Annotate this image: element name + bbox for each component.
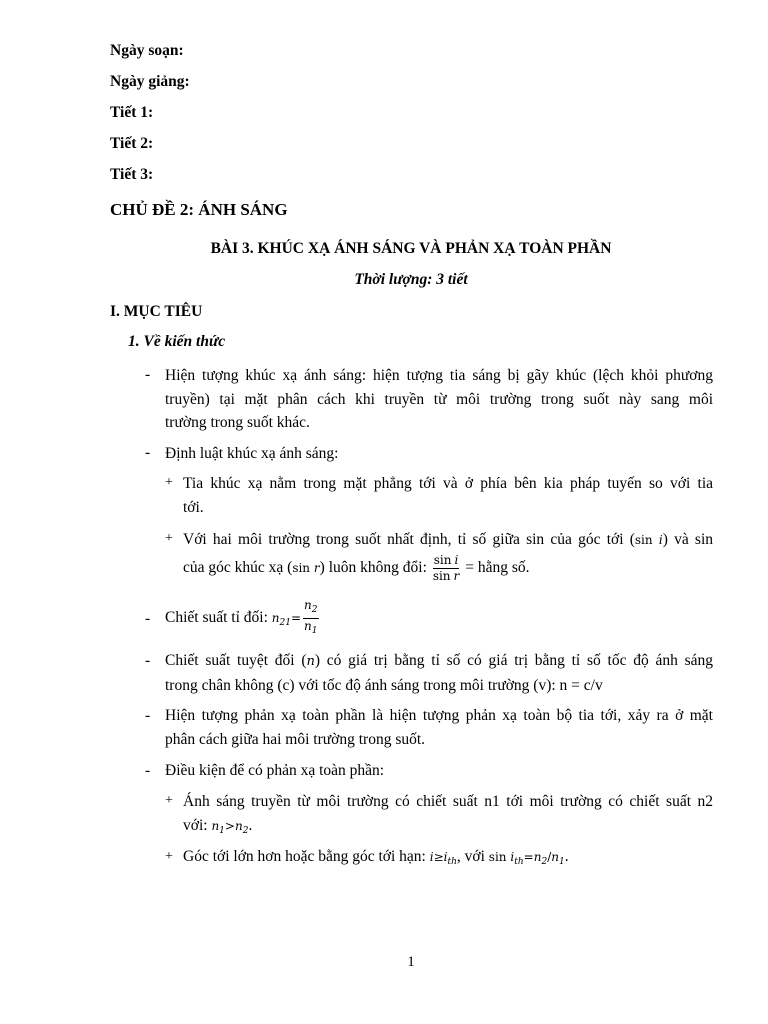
math-n: n bbox=[304, 598, 312, 612]
math-subscript: 2 bbox=[242, 825, 249, 836]
text-fragment: = hằng số. bbox=[461, 559, 530, 577]
math-slash: / bbox=[547, 850, 552, 864]
fraction-sin-i-over-sin-r bbox=[433, 553, 460, 584]
bullet-chiet-suat-tuyet-doi bbox=[165, 649, 713, 697]
text-line: phân cách giữa hai môi trường trong suốt. bbox=[165, 730, 426, 748]
math-subscript: th bbox=[447, 857, 457, 867]
text-fragment: ) luôn không đổi: bbox=[319, 559, 431, 577]
math-n: n bbox=[271, 611, 280, 626]
text-line: tới. bbox=[183, 498, 204, 516]
math-equals: = bbox=[290, 611, 302, 626]
tiet-3-label: Tiết 3: bbox=[110, 166, 154, 183]
text-period: . bbox=[564, 848, 569, 865]
sub-bullet-ti-so-sin-line1 bbox=[183, 528, 713, 552]
math-sin: sin bbox=[488, 850, 507, 864]
text-fragment: , với bbox=[456, 848, 489, 865]
math-subscript: 2 bbox=[311, 605, 318, 615]
math-sin: sin bbox=[634, 533, 653, 547]
text-line bbox=[183, 814, 713, 844]
bullet-khuc-xa-definition bbox=[165, 364, 713, 435]
text-line: trong chân không (c) với tốc độ ánh sáng trong môi trường (v): n = c/v bbox=[165, 676, 603, 694]
math-geq: ≥ bbox=[433, 850, 444, 864]
math-sin: sin bbox=[292, 561, 311, 576]
math-subscript: 1 bbox=[558, 857, 565, 867]
text-fragment: Chiết suất tuyệt đối ( bbox=[165, 652, 307, 669]
tiet-1-label: Tiết 1: bbox=[110, 104, 154, 121]
text-line: truyền) tại mặt phân cách khi truyền từ môi trường trong suốt này sang môi bbox=[165, 390, 713, 408]
math-n: n bbox=[211, 818, 220, 833]
subsection-heading-kien-thuc: 1. Về kiến thức bbox=[128, 333, 226, 350]
lesson-title: BÀI 3. KHÚC XẠ ÁNH SÁNG VÀ PHẢN XẠ TOÀN PHẦN bbox=[210, 240, 612, 257]
ngay-soan-label: Ngày soạn: bbox=[110, 42, 184, 59]
bullet-plus: + bbox=[165, 849, 173, 864]
sub-bullet-tia-khuc-xa bbox=[183, 472, 713, 519]
math-n: n bbox=[533, 850, 542, 864]
math-i: i bbox=[510, 850, 515, 864]
text-period: . bbox=[248, 816, 253, 834]
math-subscript: 1 bbox=[219, 825, 225, 836]
bullet-dash: - bbox=[145, 366, 151, 383]
chu-de-heading: CHỦ ĐỀ 2: ÁNH SÁNG bbox=[110, 200, 288, 219]
sub-bullet-goc-toi-han bbox=[183, 845, 569, 874]
math-n: n bbox=[304, 619, 312, 633]
page-number: 1 bbox=[407, 954, 415, 970]
bullet-dinh-luat: Định luật khúc xạ ánh sáng: bbox=[165, 445, 339, 462]
sub-bullet-ti-so-sin-line2 bbox=[183, 553, 530, 584]
math-greater-than: > bbox=[224, 818, 235, 833]
text-line: Ánh sáng truyền từ môi trường có chiết suất n1 tới môi trường có chiết suất n2 bbox=[183, 793, 713, 810]
math-equals: = bbox=[523, 850, 534, 864]
bullet-chiet-suat-ti-doi bbox=[165, 598, 321, 643]
bullet-dash: - bbox=[145, 762, 151, 779]
text-line bbox=[165, 649, 713, 674]
text-fragment: ) và sin bbox=[662, 531, 713, 548]
math-r: r bbox=[313, 561, 320, 576]
math-subscript: 1 bbox=[311, 626, 318, 636]
sub-bullet-chiet-suat-n1-n2 bbox=[183, 790, 713, 843]
bullet-plus: + bbox=[165, 793, 173, 808]
tiet-2-label: Tiết 2: bbox=[110, 135, 154, 152]
duration-text: Thời lượng: 3 tiết bbox=[354, 271, 468, 288]
bullet-dash: - bbox=[145, 444, 151, 461]
text-fragment: Chiết suất tỉ đối: bbox=[165, 609, 272, 627]
fraction-n2-over-n1 bbox=[303, 598, 318, 639]
math-sin: sin bbox=[433, 553, 452, 567]
math-r: r bbox=[453, 569, 460, 583]
text-fragment: của góc khúc xạ ( bbox=[183, 559, 293, 577]
bullet-dash: - bbox=[145, 610, 151, 627]
math-n: n bbox=[306, 654, 315, 669]
bullet-dash: - bbox=[145, 707, 151, 724]
bullet-dieu-kien: Điều kiện để có phản xạ toàn phần: bbox=[165, 762, 385, 779]
bullet-plus: + bbox=[165, 531, 173, 546]
text-line: Hiện tượng phản xạ toàn phần là hiện tượng phản xạ toàn bộ tia tới, xảy ra ở mặt bbox=[165, 707, 713, 724]
text-line: Hiện tượng khúc xạ ánh sáng: hiện tượng tia sáng bị gãy khúc (lệch khỏi phương bbox=[165, 367, 713, 384]
text-fragment: Với hai môi trường trong suốt nhất định, tỉ số giữa sin của góc tới ( bbox=[183, 531, 635, 548]
math-subscript: 21 bbox=[279, 618, 291, 629]
math-n: n bbox=[551, 850, 559, 864]
ngay-giang-label: Ngày giảng: bbox=[110, 73, 190, 90]
bullet-plus: + bbox=[165, 475, 173, 490]
math-sin: sin bbox=[432, 569, 451, 583]
math-n: n bbox=[234, 818, 243, 833]
bullet-phan-xa-toan-phan bbox=[165, 704, 713, 751]
text-fragment: ) có giá trị bằng tỉ số có giá trị bằng tỉ số tốc độ ánh sáng bbox=[314, 652, 713, 669]
bullet-dash: - bbox=[145, 652, 151, 669]
text-line: Tia khúc xạ nằm trong mặt phẳng tới và ở phía bên kia pháp tuyến so với tia bbox=[183, 475, 713, 492]
text-line: trường trong suốt khác. bbox=[165, 414, 310, 431]
math-i: i bbox=[443, 850, 448, 864]
math-subscript: th bbox=[514, 857, 524, 867]
math-i: i bbox=[429, 850, 434, 864]
text-fragment: với: bbox=[183, 816, 212, 834]
text-fragment: Góc tới lớn hơn hoặc bằng góc tới hạn: bbox=[183, 848, 430, 865]
section-heading-muc-tieu: I. MỤC TIÊU bbox=[110, 303, 203, 320]
math-i: i bbox=[658, 533, 663, 547]
math-i: i bbox=[454, 553, 459, 567]
math-subscript: 2 bbox=[541, 857, 548, 867]
